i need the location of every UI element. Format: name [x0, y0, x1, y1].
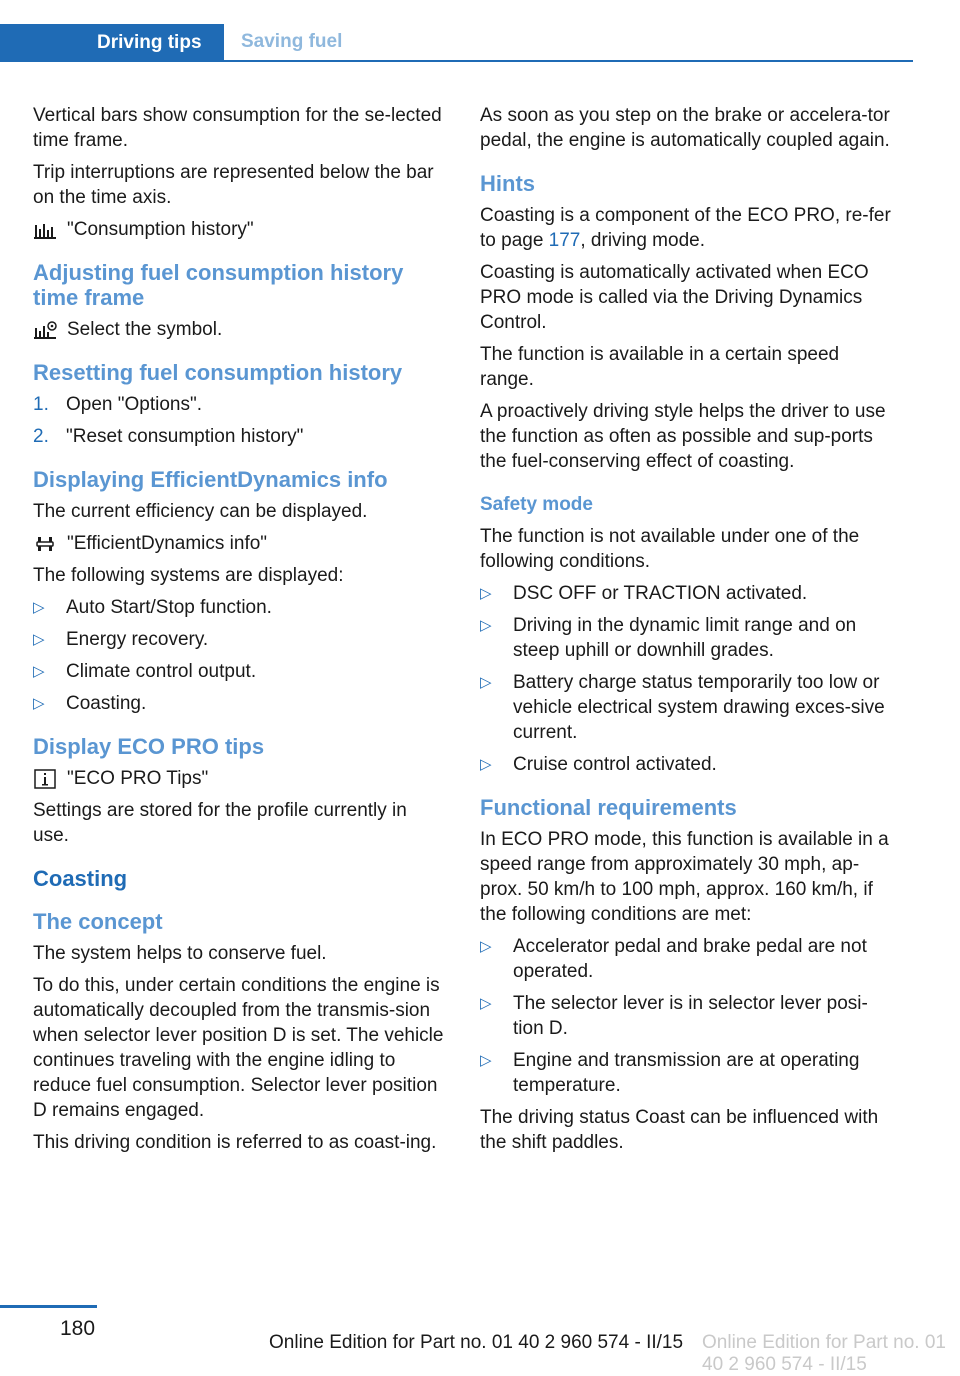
info-icon [33, 769, 57, 789]
text: Coasting is a component of the ECO PRO, re-fer to page [480, 205, 891, 251]
paragraph: The following systems are displayed: [33, 565, 344, 586]
list-item-text: Engine and transmission are at operating temperature. [513, 1050, 860, 1096]
triangle-bullet-icon: ▷ [480, 938, 492, 955]
text: , driving mode. [580, 230, 705, 251]
paragraph: Settings are stored for the profile currently in use. [33, 800, 407, 846]
triangle-bullet-icon: ▷ [480, 585, 492, 602]
paragraph: Vertical bars show consumption for the se-lected time frame. [33, 105, 442, 151]
list-item [33, 424, 447, 449]
list-item [33, 659, 447, 684]
heading-efficientdynamics: Displaying EfficientDynamics info [33, 467, 388, 492]
list-item-text: Driving in the dynamic limit range and on steep uphill or downhill grades. [513, 615, 857, 661]
triangle-bullet-icon: ▷ [33, 599, 45, 616]
step-number: 1. [33, 394, 49, 415]
triangle-bullet-icon: ▷ [33, 695, 45, 712]
list-item [33, 627, 447, 652]
ed-info-label: "EfficientDynamics info" [67, 533, 268, 554]
safety-list [480, 581, 896, 777]
list-item [480, 581, 896, 606]
list-item [480, 1048, 896, 1098]
page-link[interactable]: 177 [548, 230, 581, 251]
header-tabs [0, 24, 896, 62]
left-column [33, 103, 447, 1162]
triangle-bullet-icon: ▷ [33, 631, 45, 648]
paragraph: Trip interruptions are represented below the bar on the time axis. [33, 162, 434, 208]
paragraph: To do this, under certain conditions the engine is automatically decoupled from the transmis-sion when selector lever position D is set. The vehicle continues traveling with the engine idling to reduce fuel consumption. Selector lever position D remains engaged. [33, 975, 444, 1121]
tab-saving-fuel[interactable]: Saving fuel [224, 24, 913, 62]
select-symbol-line [33, 317, 447, 342]
consumption-history-label: "Consumption history" [67, 219, 254, 240]
list-item-text: Coasting. [66, 693, 147, 714]
requirements-list [480, 934, 896, 1098]
list-item [480, 613, 896, 663]
paragraph: A proactively driving style helps the driver to use the function as often as possible and sup-ports the fuel-conserving effect of coasting. [480, 401, 886, 472]
heading-functional-requirements: Functional requirements [480, 795, 737, 820]
list-item-text: Battery charge status temporarily too low or vehicle electrical system drawing exces-sive current. [513, 672, 885, 743]
paragraph: The function is not available under one of the following conditions. [480, 526, 860, 572]
triangle-bullet-icon: ▷ [480, 1052, 492, 1069]
ed-info-line [33, 531, 447, 556]
triangle-bullet-icon: ▷ [33, 663, 45, 680]
bar-chart-settings-icon [33, 320, 57, 340]
step-number: 2. [33, 426, 49, 447]
list-item-text: Energy recovery. [66, 629, 209, 650]
paragraph: In ECO PRO mode, this function is available in a speed range from approximately 30 mph, ap-prox. 50 km/h to 100 mph, approx. 160 km/h, if the following conditions are met: [480, 829, 889, 925]
page-number: 180 [60, 1317, 96, 1340]
list-item-text: Accelerator pedal and brake pedal are not operated. [513, 936, 867, 982]
eco-tips-line [33, 766, 447, 791]
paragraph: As soon as you step on the brake or accelera-tor pedal, the engine is automatically coupled again. [480, 105, 890, 151]
right-column [480, 103, 896, 1162]
list-item [33, 595, 447, 620]
heading-safety-mode: Safety mode [480, 494, 593, 515]
edition-note: Online Edition for Part no. 01 40 2 960 574 - II/15 [269, 1332, 684, 1353]
consumption-history-line [33, 217, 447, 242]
heading-coasting: Coasting [33, 866, 128, 891]
heading-eco-pro-tips: Display ECO PRO tips [33, 734, 265, 759]
eco-tips-label: "ECO PRO Tips" [67, 768, 209, 789]
triangle-bullet-icon: ▷ [480, 995, 492, 1012]
paragraph: Coasting is automatically activated when ECO PRO mode is called via the Driving Dynamics Control. [480, 262, 869, 333]
triangle-bullet-icon: ▷ [480, 617, 492, 634]
triangle-bullet-icon: ▷ [480, 674, 492, 691]
list-item-text: The selector lever is in selector lever posi-tion D. [513, 993, 868, 1039]
list-item [480, 670, 896, 745]
list-item-text: Climate control output. [66, 661, 257, 682]
list-item [480, 934, 896, 984]
heading-concept: The concept [33, 909, 163, 934]
reset-steps [33, 392, 447, 449]
paragraph: This driving condition is referred to as coast-ing. [33, 1132, 437, 1153]
list-item [480, 991, 896, 1041]
bar-chart-icon [33, 220, 57, 240]
paragraph: The system helps to conserve fuel. [33, 943, 327, 964]
paragraph [480, 203, 896, 253]
heading-adjust-time-frame: Adjusting fuel consumption history time frame [33, 260, 404, 310]
step-text: Open "Options". [66, 394, 203, 415]
list-item [480, 752, 896, 777]
list-item-text: DSC OFF or TRACTION activated. [513, 583, 808, 604]
tab-driving-tips[interactable]: Driving tips [0, 24, 224, 62]
triangle-bullet-icon: ▷ [480, 756, 492, 773]
list-item [33, 392, 447, 417]
footer-accent-bar [0, 1305, 97, 1308]
systems-list [33, 595, 447, 716]
efficient-dynamics-icon [33, 534, 57, 554]
step-text: "Reset consumption history" [66, 426, 304, 447]
heading-hints: Hints [480, 171, 535, 196]
list-item-text: Cruise control activated. [513, 754, 717, 775]
paragraph: The driving status Coast can be influenced with the shift paddles. [480, 1107, 879, 1153]
heading-reset-history: Resetting fuel consumption history [33, 360, 403, 385]
select-symbol-label: Select the symbol. [67, 319, 223, 340]
paragraph: The function is available in a certain speed range. [480, 344, 840, 390]
list-item-text: Auto Start/Stop function. [66, 597, 272, 618]
watermark: Online Edition for Part no. 01 40 2 960 574 - II/15 [702, 1332, 946, 1375]
list-item [33, 691, 447, 716]
paragraph: The current efficiency can be displayed. [33, 501, 368, 522]
